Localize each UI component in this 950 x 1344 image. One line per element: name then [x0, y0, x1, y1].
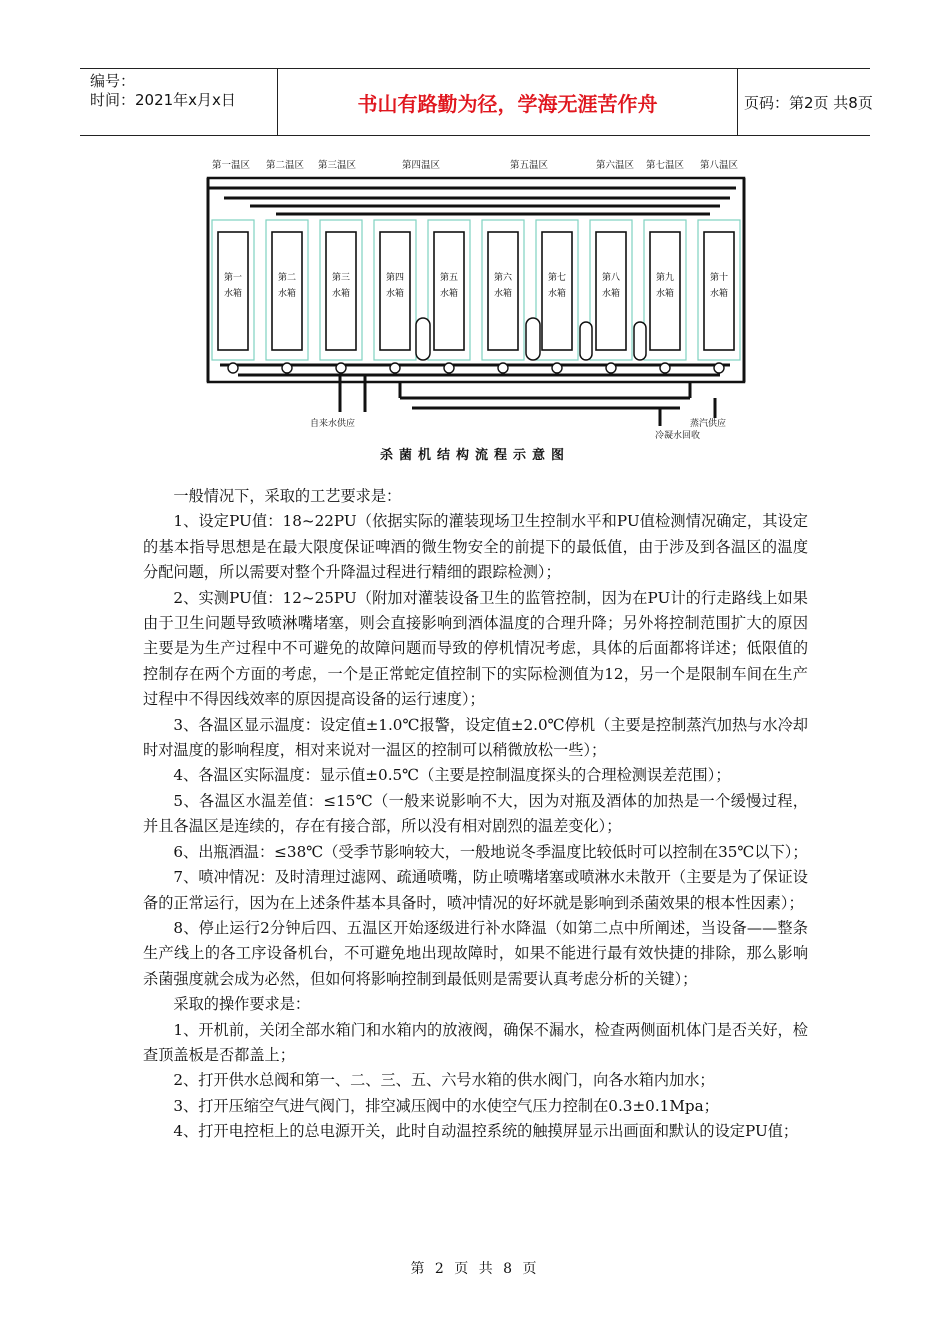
paragraph: 5、各温区水温差值：≤15℃（一般来说影响不大，因为对瓶及酒体的加热是一个缓慢过程，并且各温区是连续的，存在有接合部，所以没有相对剧烈的温差变化）；: [143, 791, 808, 836]
pump-icon: [714, 363, 724, 373]
tank-label: 第五: [439, 273, 459, 283]
tank-label: 第八: [601, 273, 621, 283]
pump-icon: [390, 363, 400, 373]
zone-label: 第一温区: [212, 160, 251, 171]
tank-label: 水箱: [709, 289, 729, 299]
pump-icon: [336, 363, 346, 373]
paragraph: 6、出瓶酒温：≤38℃（受季节影响较大，一般地说冬季温度比较低时可以控制在35℃以下）；: [173, 842, 808, 861]
document-time-label: 时间：2021年x月x日: [90, 91, 236, 109]
tank-label: 水箱: [385, 289, 405, 299]
header-page-label: 页码：第2页 共8页: [744, 93, 873, 112]
paragraph: 1、开机前，关闭全部水箱门和水箱内的放液阀，确保不漏水，检查两侧面机体门是否关好，检查顶盖板是否都盖上；: [143, 1020, 808, 1064]
zone-label: 第八温区: [700, 160, 739, 171]
water-tank: [644, 220, 686, 373]
pump-icon: [498, 363, 508, 373]
zone-label: 第六温区: [596, 160, 635, 171]
paragraph: 7、喷冲情况：及时清理过滤网、疏通喷嘴，防止喷嘴堵塞或喷淋水未散开（主要是为了保证设备的正常运行，因为在上述条件基本具备时，喷冲情况的好坏就是影响到杀菌效果的根本性因素）；: [143, 868, 808, 912]
paragraph: 3、打开压缩空气进气阀门，排空减压阀中的水使空气压力控制在0.3±0.1Mpa；: [173, 1096, 719, 1115]
water-tank: [374, 220, 416, 373]
pump-icon: [282, 363, 292, 373]
paragraph: 1、设定PU值：18~22PU（依据实际的灌装现场卫生控制水平和PU值检测情况确定，其设定的基本指导思想是在最大限度保证啤酒的微生物安全的前提下的最低值，由于涉及到各温区的温度分配问题，所以需要对整个升降温过程进行精细的跟踪检测）；: [143, 512, 808, 582]
condensate-return-label: 冷凝水回收: [655, 431, 701, 440]
paragraph: 3、各温区显示温度：设定值±1.0℃报警，设定值±2.0℃停机（主要是控制蒸汽加热与水冷却时对温度的影响程度，相对来说对一温区的控制可以稍微放松一些）；: [143, 715, 808, 760]
tap-water-label: 自来水供应: [310, 419, 356, 429]
paragraph: 一般情况下，采取的工艺要求是：: [173, 487, 402, 505]
tank-label: 水箱: [277, 289, 297, 299]
zone-label: 第四温区: [402, 160, 441, 171]
tank-label: 第四: [385, 273, 405, 283]
tank-label: 水箱: [547, 289, 567, 299]
water-tank: [536, 220, 578, 373]
page-footer: 第 2 页 共 8 页: [410, 1261, 540, 1277]
pump-icon: [606, 363, 616, 373]
pump-icon: [660, 363, 670, 373]
pump-icon: [228, 363, 238, 373]
tank-label: 水箱: [223, 289, 243, 299]
diagram-zone-labels: [212, 159, 739, 171]
water-tank: [428, 220, 470, 373]
water-tank: [482, 220, 524, 373]
zone-label: 第三温区: [318, 160, 357, 171]
page-header: [80, 68, 873, 136]
diagram-tanks: [212, 220, 740, 373]
document-number-label: 编号：: [90, 72, 136, 90]
body-text: [143, 484, 808, 1145]
paragraph: 2、打开供水总阀和第一、二、三、五、六号水箱的供水阀门，向各水箱内加水；: [173, 1071, 715, 1090]
tank-label: 第七: [547, 273, 567, 283]
zone-label: 第五温区: [510, 160, 549, 171]
paragraph: 4、各温区实际温度：显示值±0.5℃（主要是控制温度探头的合理检测误差范围）；: [173, 766, 731, 785]
sterilizer-flow-diagram: [190, 150, 760, 440]
tank-label: 水箱: [601, 289, 621, 299]
zone-label: 第七温区: [646, 160, 685, 171]
paragraph: 4、打开电控柜上的总电源开关，此时自动温控系统的触摸屏显示出画面和默认的设定PU值；: [173, 1122, 799, 1141]
tank-label: 水箱: [493, 289, 513, 299]
header-motto: 书山有路勤为径，学海无涯苦作舟: [278, 69, 738, 135]
tank-label: 水箱: [439, 289, 459, 299]
tank-label: 第一: [223, 273, 243, 283]
tank-label: 第十: [709, 273, 729, 283]
paragraph: 采取的操作要求是：: [173, 995, 311, 1014]
tank-label: 第九: [655, 273, 675, 283]
tank-label: 第二: [277, 273, 297, 283]
tank-label: 第三: [331, 273, 351, 283]
pump-icon: [444, 363, 454, 373]
water-tank: [266, 220, 308, 373]
tank-label: 第六: [493, 273, 513, 283]
pump-icon: [552, 363, 562, 373]
water-tank: [590, 220, 632, 373]
water-tank: [320, 220, 362, 373]
steam-supply-label: 蒸汽供应: [690, 419, 727, 429]
tank-label: 水箱: [655, 289, 675, 299]
header-meta: [80, 69, 278, 135]
diagram-caption: 杀菌机结构流程示意图: [379, 448, 570, 463]
water-tank: [698, 220, 740, 373]
tank-label: 水箱: [331, 289, 351, 299]
paragraph: 2、实测PU值：12~25PU（附加对灌装设备卫生的监管控制，因为在PU计的行走路线上如果由于卫生问题导致喷淋嘴堵塞，则会直接影响到酒体温度的合理升降；另外将控制范围扩大的原因主要是为生产过程中不可避免的故障问题而导致的停机情况考虑，具体的后面都将详述；低限值的控制存在两个方面的考虑，一个是正常蛇定值控制下的实际检测值为12，另一个是限制车间在生产过程中不得因线效率的原因提高设备的运行速度）；: [143, 588, 808, 709]
paragraph: 8、停止运行2分钟后四、五温区开始逐级进行补水降温（如第二点中所阐述，当设备——整条生产线上的各工序设备机台，不可避免地出现故障时，如果不能进行最有效快捷的排除，那么影响杀菌强度就会成为必然，但如何将影响控制到最低则是需要认真考虑分析的关键）；: [143, 918, 808, 988]
zone-label: 第二温区: [266, 160, 305, 171]
water-tank: [212, 220, 254, 373]
